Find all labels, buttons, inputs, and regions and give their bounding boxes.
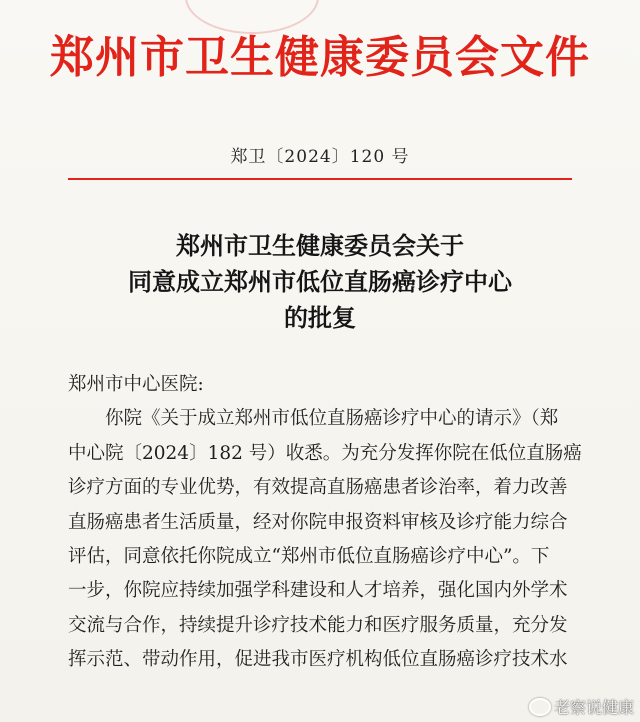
title-line-2: 同意成立郑州市低位直肠癌诊疗中心: [128, 268, 512, 296]
watermark-text: 老察说健康: [553, 698, 634, 717]
title-line-1: 郑州市卫生健康委员会关于: [176, 232, 464, 260]
body-line-2: 中心院〔2024〕182 号）收悉。为充分发挥你院在低位直肠癌: [68, 442, 582, 464]
body-line-6: 一步，你院应持续加强学科建设和人才培养，强化国内外学术: [68, 580, 568, 602]
body-line-4: 直肠癌患者生活质量，经对你院申报资料审核及诊疗能力综合: [68, 511, 568, 533]
document-body: [68, 368, 580, 678]
body-line-8: 挥示范、带动作用，促进我市医疗机构低位直肠癌诊疗技术水: [68, 649, 568, 671]
document-number: 郑卫〔2024〕120 号: [230, 147, 410, 167]
weibo-icon: [529, 698, 551, 716]
header-divider-line: [68, 178, 572, 180]
addressee: 郑州市中心医院:: [68, 374, 204, 395]
document-title: [0, 228, 640, 336]
seal-stamp-partial: [185, 0, 319, 34]
watermark: [529, 695, 634, 718]
body-line-3: 诊疗方面的专业优势，有效提高直肠癌患者诊治率，着力改善: [68, 477, 568, 499]
body-line-7: 交流与合作，持续提升诊疗技术能力和医疗服务质量，充分发: [68, 614, 568, 636]
title-line-3: 的批复: [284, 304, 356, 332]
document-header-title: 郑州市卫生健康委员会文件: [50, 32, 590, 83]
body-line-5: 评估，同意依托你院成立“郑州市低位直肠癌诊疗中心”。下: [68, 546, 550, 568]
body-line-1: 你院《关于成立郑州市低位直肠癌诊疗中心的请示》（郑: [105, 408, 559, 430]
